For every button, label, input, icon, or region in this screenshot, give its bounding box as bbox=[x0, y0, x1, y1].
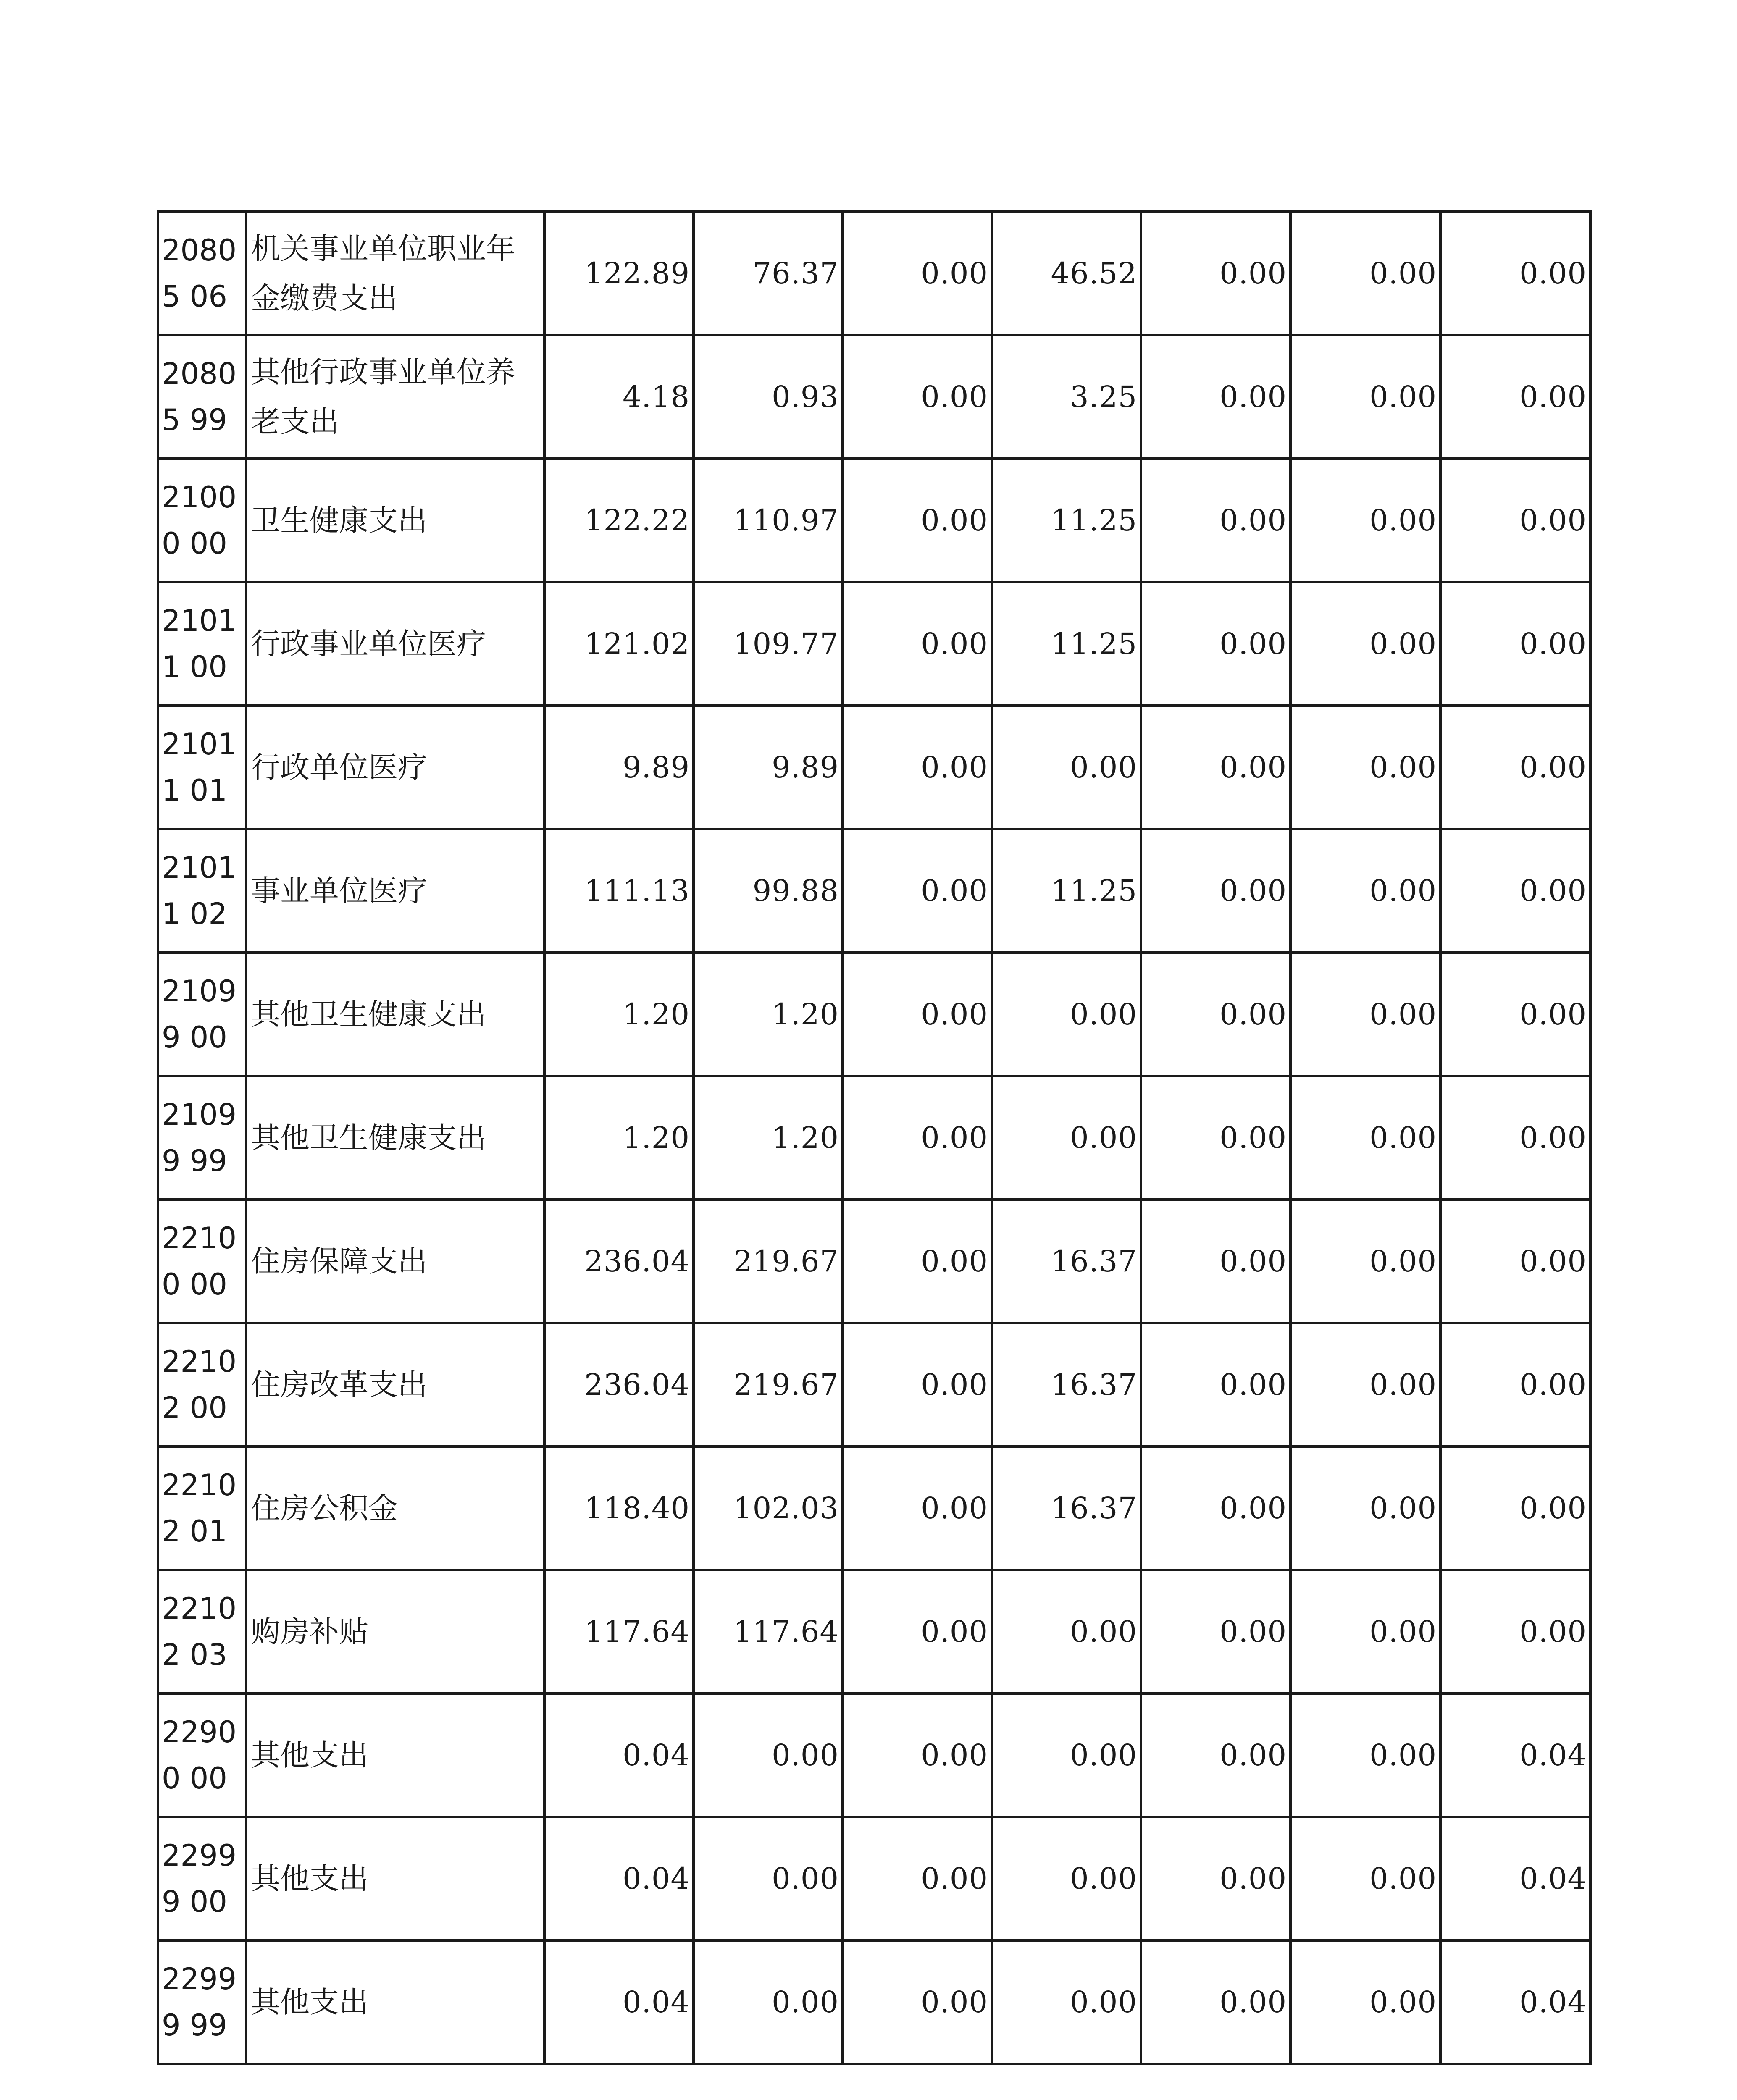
row-value: 0.00 bbox=[1440, 953, 1590, 1076]
row-value: 0.00 bbox=[843, 706, 992, 829]
row-value: 0.00 bbox=[843, 1076, 992, 1200]
row-code: 20805 06 bbox=[158, 212, 246, 335]
row-value: 0.00 bbox=[1141, 1817, 1290, 1940]
row-value: 0.00 bbox=[1290, 1940, 1440, 2064]
row-code: 22999 00 bbox=[158, 1817, 246, 1940]
table-row bbox=[158, 1693, 1590, 1817]
row-value: 76.37 bbox=[694, 212, 843, 335]
row-name: 住房公积金 bbox=[246, 1446, 544, 1570]
row-value: 121.02 bbox=[544, 582, 694, 706]
row-value: 109.77 bbox=[694, 582, 843, 706]
table-row bbox=[158, 829, 1590, 953]
row-value: 0.00 bbox=[843, 1200, 992, 1323]
row-code: 21099 99 bbox=[158, 1076, 246, 1200]
row-value: 0.00 bbox=[1290, 212, 1440, 335]
budget-table bbox=[157, 210, 1592, 2065]
table-row bbox=[158, 1817, 1590, 1940]
row-value: 0.00 bbox=[1141, 1323, 1290, 1446]
row-value: 0.00 bbox=[1440, 582, 1590, 706]
row-value: 0.00 bbox=[843, 582, 992, 706]
row-value: 0.04 bbox=[1440, 1817, 1590, 1940]
row-value: 0.00 bbox=[1290, 1076, 1440, 1200]
row-value: 0.00 bbox=[1440, 459, 1590, 582]
row-value: 0.00 bbox=[843, 459, 992, 582]
row-code: 22102 00 bbox=[158, 1323, 246, 1446]
row-value: 0.00 bbox=[1141, 335, 1290, 459]
row-value: 236.04 bbox=[544, 1200, 694, 1323]
row-code: 22900 00 bbox=[158, 1693, 246, 1817]
row-value: 9.89 bbox=[694, 706, 843, 829]
row-value: 111.13 bbox=[544, 829, 694, 953]
row-code: 21011 00 bbox=[158, 582, 246, 706]
row-value: 0.00 bbox=[992, 1693, 1141, 1817]
row-code: 20805 99 bbox=[158, 335, 246, 459]
row-value: 0.04 bbox=[1440, 1693, 1590, 1817]
row-value: 0.00 bbox=[694, 1817, 843, 1940]
row-value: 0.00 bbox=[1141, 1446, 1290, 1570]
row-code: 21011 01 bbox=[158, 706, 246, 829]
row-name: 行政单位医疗 bbox=[246, 706, 544, 829]
table-row bbox=[158, 335, 1590, 459]
table-row bbox=[158, 1200, 1590, 1323]
row-value: 0.00 bbox=[1141, 1940, 1290, 2064]
row-name: 其他卫生健康支出 bbox=[246, 1076, 544, 1200]
row-value: 0.00 bbox=[1141, 212, 1290, 335]
row-value: 0.00 bbox=[843, 1940, 992, 2064]
row-value: 0.00 bbox=[843, 212, 992, 335]
row-value: 122.22 bbox=[544, 459, 694, 582]
row-value: 1.20 bbox=[544, 1076, 694, 1200]
row-value: 1.20 bbox=[544, 953, 694, 1076]
row-value: 16.37 bbox=[992, 1200, 1141, 1323]
table-row bbox=[158, 1446, 1590, 1570]
table-row bbox=[158, 1570, 1590, 1693]
row-value: 1.20 bbox=[694, 1076, 843, 1200]
row-name: 住房改革支出 bbox=[246, 1323, 544, 1446]
row-name: 事业单位医疗 bbox=[246, 829, 544, 953]
table-row bbox=[158, 582, 1590, 706]
table-body bbox=[158, 212, 1590, 2064]
row-value: 0.00 bbox=[1440, 829, 1590, 953]
row-code: 21011 02 bbox=[158, 829, 246, 953]
row-value: 16.37 bbox=[992, 1446, 1141, 1570]
row-value: 0.00 bbox=[1141, 459, 1290, 582]
row-value: 0.00 bbox=[1141, 953, 1290, 1076]
table-row bbox=[158, 1940, 1590, 2064]
row-value: 0.00 bbox=[1440, 1323, 1590, 1446]
row-value: 0.04 bbox=[544, 1940, 694, 2064]
row-value: 0.00 bbox=[843, 1693, 992, 1817]
row-value: 0.00 bbox=[843, 1446, 992, 1570]
row-code: 22102 01 bbox=[158, 1446, 246, 1570]
table-row bbox=[158, 706, 1590, 829]
row-name: 其他支出 bbox=[246, 1940, 544, 2064]
row-value: 0.00 bbox=[843, 1817, 992, 1940]
row-value: 0.00 bbox=[1290, 1323, 1440, 1446]
row-code: 22999 99 bbox=[158, 1940, 246, 2064]
row-value: 0.00 bbox=[1290, 459, 1440, 582]
row-value: 0.00 bbox=[1141, 1570, 1290, 1693]
row-value: 0.00 bbox=[1141, 1076, 1290, 1200]
row-value: 0.00 bbox=[1290, 1200, 1440, 1323]
row-name: 其他行政事业单位养老支出 bbox=[246, 335, 544, 459]
row-value: 117.64 bbox=[544, 1570, 694, 1693]
row-value: 9.89 bbox=[544, 706, 694, 829]
row-value: 236.04 bbox=[544, 1323, 694, 1446]
row-name: 其他卫生健康支出 bbox=[246, 953, 544, 1076]
row-value: 0.00 bbox=[1141, 829, 1290, 953]
row-value: 11.25 bbox=[992, 459, 1141, 582]
row-value: 0.00 bbox=[843, 829, 992, 953]
row-value: 0.04 bbox=[544, 1693, 694, 1817]
row-value: 99.88 bbox=[694, 829, 843, 953]
row-value: 3.25 bbox=[992, 335, 1141, 459]
row-value: 16.37 bbox=[992, 1323, 1141, 1446]
row-value: 4.18 bbox=[544, 335, 694, 459]
row-value: 0.00 bbox=[1290, 1446, 1440, 1570]
row-value: 0.00 bbox=[1290, 829, 1440, 953]
row-value: 0.00 bbox=[1141, 1693, 1290, 1817]
row-code: 21000 00 bbox=[158, 459, 246, 582]
row-value: 110.97 bbox=[694, 459, 843, 582]
row-value: 0.00 bbox=[1290, 953, 1440, 1076]
row-name: 其他支出 bbox=[246, 1817, 544, 1940]
row-value: 0.00 bbox=[992, 1940, 1141, 2064]
row-value: 0.00 bbox=[1290, 706, 1440, 829]
row-value: 0.00 bbox=[992, 706, 1141, 829]
table-row bbox=[158, 953, 1590, 1076]
row-name: 行政事业单位医疗 bbox=[246, 582, 544, 706]
row-name: 卫生健康支出 bbox=[246, 459, 544, 582]
row-value: 0.00 bbox=[1440, 335, 1590, 459]
row-value: 0.00 bbox=[1440, 1076, 1590, 1200]
row-name: 购房补贴 bbox=[246, 1570, 544, 1693]
row-code: 22100 00 bbox=[158, 1200, 246, 1323]
row-value: 118.40 bbox=[544, 1446, 694, 1570]
row-value: 0.00 bbox=[843, 1570, 992, 1693]
row-value: 0.00 bbox=[992, 1570, 1141, 1693]
row-value: 0.00 bbox=[1141, 582, 1290, 706]
row-value: 0.00 bbox=[694, 1940, 843, 2064]
row-value: 0.00 bbox=[1440, 212, 1590, 335]
row-name: 机关事业单位职业年金缴费支出 bbox=[246, 212, 544, 335]
row-value: 0.00 bbox=[1290, 1570, 1440, 1693]
row-value: 11.25 bbox=[992, 582, 1141, 706]
row-value: 0.00 bbox=[843, 335, 992, 459]
table-row bbox=[158, 212, 1590, 335]
row-value: 0.00 bbox=[992, 953, 1141, 1076]
row-value: 0.00 bbox=[1290, 335, 1440, 459]
row-value: 0.00 bbox=[1141, 706, 1290, 829]
row-value: 0.00 bbox=[843, 1323, 992, 1446]
row-value: 0.00 bbox=[1440, 1570, 1590, 1693]
row-code: 22102 03 bbox=[158, 1570, 246, 1693]
row-name: 住房保障支出 bbox=[246, 1200, 544, 1323]
row-value: 0.00 bbox=[1290, 1693, 1440, 1817]
row-value: 0.00 bbox=[694, 1693, 843, 1817]
table-row bbox=[158, 459, 1590, 582]
row-value: 102.03 bbox=[694, 1446, 843, 1570]
row-value: 122.89 bbox=[544, 212, 694, 335]
table-row bbox=[158, 1323, 1590, 1446]
row-value: 1.20 bbox=[694, 953, 843, 1076]
row-code: 21099 00 bbox=[158, 953, 246, 1076]
row-value: 0.00 bbox=[1290, 582, 1440, 706]
row-value: 0.00 bbox=[843, 953, 992, 1076]
row-name: 其他支出 bbox=[246, 1693, 544, 1817]
row-value: 0.00 bbox=[1440, 1446, 1590, 1570]
row-value: 219.67 bbox=[694, 1200, 843, 1323]
row-value: 0.04 bbox=[1440, 1940, 1590, 2064]
row-value: 0.04 bbox=[544, 1817, 694, 1940]
row-value: 117.64 bbox=[694, 1570, 843, 1693]
row-value: 0.00 bbox=[992, 1076, 1141, 1200]
row-value: 0.00 bbox=[1141, 1200, 1290, 1323]
row-value: 0.00 bbox=[1440, 1200, 1590, 1323]
row-value: 0.00 bbox=[1290, 1817, 1440, 1940]
row-value: 219.67 bbox=[694, 1323, 843, 1446]
row-value: 0.00 bbox=[992, 1817, 1141, 1940]
table-row bbox=[158, 1076, 1590, 1200]
row-value: 46.52 bbox=[992, 212, 1141, 335]
row-value: 0.93 bbox=[694, 335, 843, 459]
row-value: 0.00 bbox=[1440, 706, 1590, 829]
row-value: 11.25 bbox=[992, 829, 1141, 953]
